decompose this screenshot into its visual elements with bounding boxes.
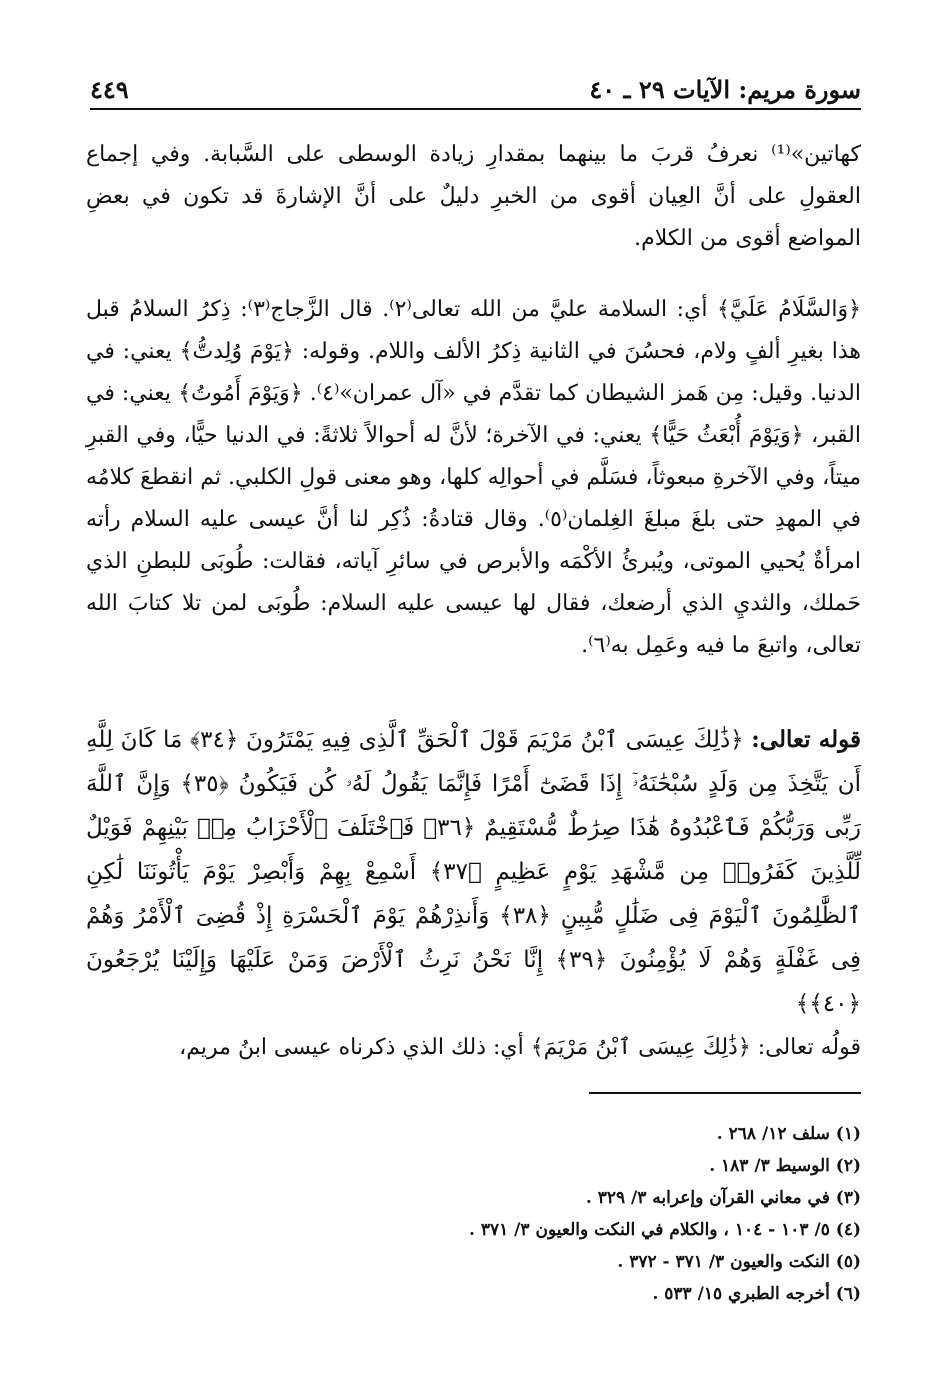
- paragraph-text: كهاتين»⁽¹⁾ نعرفُ قربَ ما بينهما بمقدارِ زيادة الوسطى على السَّبابة. وفي إجماع العقولِ على أنَّ العِيان أقوى من الخبرِ دليلٌ على أنَّ الإشارةَ قد تكون في بعضِ المواضع أقوى من الكلام.: [86, 142, 862, 251]
- footnote-5: (٥) النكت والعيون ٣/ ٣٧١ - ٣٧٢ .: [617, 1252, 861, 1272]
- verse-label: قوله تعالى:: [751, 726, 861, 753]
- page-header: [90, 62, 861, 110]
- paragraph-1: [86, 134, 861, 260]
- commentary-line: قولُه تعالى: ﴿ذَٰلِكَ عِيسَى ٱبْنُ مَرْيَمَ﴾ أي: ذلك الذي ذكرناه عيسى ابنُ مريم،: [179, 1035, 861, 1060]
- paragraph-text: ﴿وَالسَّلَامُ عَلَيَّ﴾ أي: السلامة عليَّ من الله تعالى⁽٢⁾. قال الزَّجاج⁽٣⁾: ذِكرُ السلامُ قبل هذا بغيرِ ألفٍ ولام، فحسُنَ في الثانية ذِكرُ الألف واللام. وقوله: ﴿يَوْمَ وُلِدتُّ﴾ يعني: في الدنيا. وقيل: مِن هَمز الشيطان كما تقدَّم في «آل عمران»⁽٤⁾. ﴿وَيَوْمَ أَمُوتُ﴾ يعني: في القبر، ﴿وَيَوْمَ أُبْعَثُ حَيًّا﴾ يعني: في الآخرة؛ لأنَّ له أحوالاً ثلاثةً: في الدنيا حيًّا، وفي القبرِ ميتاً، وفي الآخرةِ مبعوثاً، فسَلَّم في أحوالِه كلها، وهو معنى قولِ الكلبي. ثم انقطعَ كلامُه في المهدِ حتى بلغَ مبلغَ الغِلمان⁽٥⁾. وقال قتادةُ: ذُكِر لنا أنَّ عيسى عليه السلام رأته امرأةٌ يُحيي الموتى، ويُبرئُ الأكْمَه والأبرص في سائرِ آياته، فقالت: طُوبَى للبطنِ الذي حَملك، والثديِ الذي أرضعك، فقال لها عيسى عليه السلام: طُوبَى لمن تلا كتابَ الله تعالى، واتبعَ ما فيه وعَمِل به⁽٦⁾.: [86, 297, 861, 658]
- footnotes-list: [300, 1118, 861, 1310]
- footnote-3: (٣) في معاني القرآن وإعرابه ٣/ ٣٢٩ .: [585, 1188, 861, 1208]
- header-title: سورة مريم: الآيات ٢٩ ـ ٤٠: [589, 75, 861, 104]
- page-number: ٤٤٩: [90, 75, 129, 104]
- paragraph-2: [86, 289, 861, 667]
- footnote-divider: [589, 1092, 861, 1094]
- quran-verses: [86, 718, 861, 1026]
- footnote-2: (٢) الوسيط ٣/ ١٨٣ .: [709, 1156, 861, 1176]
- verse-text: ﴿ذَٰلِكَ عِيسَى ٱبْنُ مَرْيَمَ قَوْلَ ٱلْحَقِّ ٱلَّذِى فِيهِ يَمْتَرُونَ ﴿٣٤﴾ مَا كَانَ لِلَّهِ أَن يَتَّخِذَ مِن وَلَدٍ سُبْحَٰنَهُۥٓ إِذَا قَضَىٰٓ أَمْرًا فَإِنَّمَا يَقُولُ لَهُۥ كُن فَيَكُونُ ﴿٣٥﴾ وَإِنَّ ٱللَّهَ رَبِّى وَرَبُّكُمْ فَٱعْبُدُوهُ هَٰذَا صِرَٰطٌ مُّسْتَقِيمٌ ﴿٣٦﴾ فَٱخْتَلَفَ ٱلْأَحْزَابُ مِنۢ بَيْنِهِمْ فَوَيْلٌ لِّلَّذِينَ كَفَرُوا۟ مِن مَّشْهَدِ يَوْمٍ عَظِيمٍ ﴿٣٧﴾ أَسْمِعْ بِهِمْ وَأَبْصِرْ يَوْمَ يَأْتُونَنَا لَٰكِنِ ٱلظَّٰلِمُونَ ٱلْيَوْمَ فِى ضَلَٰلٍ مُّبِينٍ ﴿٣٨﴾ وَأَنذِرْهُمْ يَوْمَ ٱلْحَسْرَةِ إِذْ قُضِىَ ٱلْأَمْرُ وَهُمْ فِى غَفْلَةٍ وَهُمْ لَا يُؤْمِنُونَ ﴿٣٩﴾ إِنَّا نَحْنُ نَرِثُ ٱلْأَرْضَ وَمَنْ عَلَيْهَا وَإِلَيْنَا يُرْجَعُونَ ﴿٤٠﴾﴾: [86, 727, 862, 1017]
- footnote-1: (١) سلف ١٢/ ٢٦٨ .: [716, 1124, 861, 1144]
- footnote-6: (٦) أخرجه الطبري ١٥/ ٥٣٣ .: [652, 1284, 861, 1304]
- footnote-4: (٤) ٥/ ١٠٣ - ١٠٤ ، والكلام في النكت والعيون ٣/ ٣٧١ .: [469, 1220, 861, 1240]
